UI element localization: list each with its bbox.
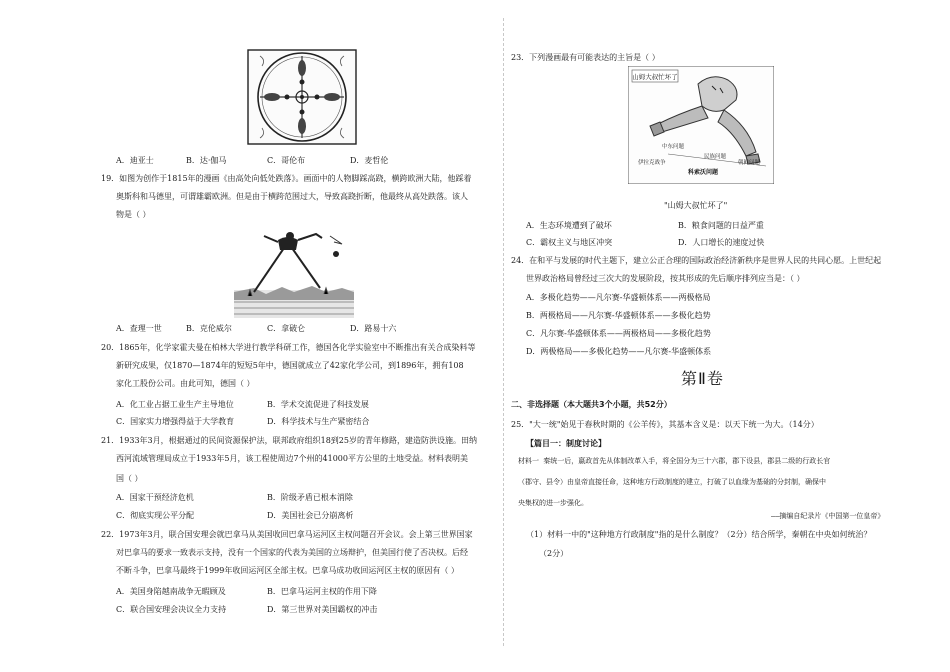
q20-option-b[interactable]: B．学术交流促进了科技发展: [267, 400, 369, 409]
q21-option-d[interactable]: D．美国社会已分崩离析: [267, 511, 354, 520]
q19-line-3: 物是（ ）: [116, 210, 151, 219]
q18-option-b[interactable]: B．达·伽马: [186, 156, 227, 165]
q19-line-1: 19．如图为创作于1815年的漫画《由高处向低处跌落》。画面中的人物脚踩高跷，横跨欧洲大陆，他踩着: [101, 174, 472, 183]
q21-line-2: 西河流域管理局成立于1933年5月，该工程使周边7个州的41000平方公里的土地受益。材料表明美: [116, 454, 468, 463]
q21-line-3: 国（ ）: [116, 474, 143, 483]
cartoon-label-kosovo: 科索沃问题: [688, 169, 719, 176]
q25-material-line-1: 材料一 秦统一后，嬴政首先从体制改革入手，将全国分为三十六郡，郡下设县，郡县二级的行政长官: [518, 457, 831, 465]
q22-option-d[interactable]: D．第三世界对美国霸权的冲击: [267, 605, 378, 614]
q19-option-b[interactable]: B．克伦威尔: [186, 324, 232, 333]
q20-option-a[interactable]: A．化工业占据工业生产主导地位: [116, 400, 234, 409]
q25-source: ——摘编自纪录片《中国第一位皇帝》: [771, 512, 885, 520]
q25-subq-line-1: （1）材料一中的"这种地方行政制度"指的是什么制度？（2分）结合所学，秦朝在中央如何统治？: [526, 530, 872, 539]
q18-compass-image: [246, 48, 358, 146]
q21-option-b[interactable]: B．阶级矛盾已根本消除: [267, 493, 353, 502]
q20-option-c[interactable]: C．国家实力增强得益于大学教育: [116, 417, 235, 426]
q24-option-a[interactable]: A．多极化趋势——凡尔赛-华盛顿体系——两极格局: [526, 293, 711, 302]
cartoon-label-ethnic-issue: 民族问题: [704, 154, 727, 160]
column-divider: [503, 18, 504, 646]
part-two-title: 第Ⅱ卷: [681, 369, 724, 388]
q22-option-c[interactable]: C．联合国安理会决议全力支持: [116, 605, 227, 614]
q25-material-line-2: （郡守、县令）由皇帝直接任命，这种地方行政制度的建立，打破了以血缘为基础的分封制，确保中: [518, 478, 826, 486]
q25-material-line-3: 央集权的进一步强化。: [518, 499, 588, 507]
q22-option-a[interactable]: A．美国身陷越南战争无暇顾及: [116, 587, 226, 596]
q19-option-d[interactable]: D．路易十六: [350, 324, 397, 333]
q21-option-c[interactable]: C．彻底实现公平分配: [116, 511, 195, 520]
q20-line-1: 20．1865年，化学家霍夫曼在柏林大学进行教学科研工作，德国各化学实验室中不断推出有关合成染料等: [101, 343, 476, 352]
q23-stem: 23．下列漫画最有可能表达的主旨是（ ）: [511, 53, 660, 62]
q23-option-b[interactable]: B．粮食问题的日益严重: [678, 221, 764, 230]
q20-line-2: 新研究成果，仅1870—1874年的短短5年中，德国就成立了42家化学公司，到1896年，拥有108: [116, 361, 464, 370]
q22-line-2: 对巴拿马的要求一致表示支持，没有一个国家的代表为美国的立场辩护，但美国行使了否决权。后经: [116, 548, 468, 557]
cartoon-label-iraq-war: 伊拉克战争: [638, 160, 666, 166]
q22-line-3: 不断斗争，巴拿马最终于1999年收回运河区全部主权。巴拿马成功收回运河区主权的原因有（ ）: [116, 566, 459, 575]
q18-option-d[interactable]: D．麦哲伦: [350, 156, 389, 165]
q23-caption: "山姆大叔忙坏了": [664, 201, 728, 210]
cartoon-label-middle-east: 中东问题: [662, 144, 685, 150]
q24-line-2: 世界政治格局曾经过三次大的发展阶段，按其形成的先后顺序排列应当是：（ ）: [526, 274, 805, 283]
q19-line-2: 奥斯科和马德里，可谓雄霸欧洲。但是由于横跨范围过大，导致高跷折断，他最终从高处跌落。该人: [116, 192, 468, 201]
q18-option-c[interactable]: C．哥伦布: [267, 156, 306, 165]
q23-option-d[interactable]: D．人口增长的速度过快: [678, 238, 765, 247]
q18-option-a[interactable]: A．迪亚士: [116, 156, 154, 165]
q24-line-1: 24．在和平与发展的时代主题下，建立公正合理的国际政治经济新秩序是世界人民的共同心愿。上世纪起: [511, 256, 882, 265]
q19-stilt-cartoon-image: [234, 230, 354, 318]
cartoon-heading: 山姆大叔忙坏了: [632, 73, 678, 81]
q19-option-a[interactable]: A．查理一世: [116, 324, 162, 333]
cartoon-label-korea-issue: 朝鲜问题: [738, 160, 761, 166]
q24-option-c[interactable]: C．凡尔赛-华盛顿体系——两极格局——多极化趋势: [526, 329, 711, 338]
q20-line-3: 家化工股份公司。由此可知，德国（ ）: [116, 379, 255, 388]
q21-option-a[interactable]: A．国家干预经济危机: [116, 493, 194, 502]
q19-option-c[interactable]: C．拿破仑: [267, 324, 306, 333]
q23-option-c[interactable]: C．霸权主义与地区冲突: [526, 238, 613, 247]
q24-option-d[interactable]: D．两极格局——多极化趋势——凡尔赛-华盛顿体系: [526, 347, 712, 356]
q23-option-a[interactable]: A．生态环境遭到了破坏: [526, 221, 612, 230]
section-two-heading: 二、非选择题（本大题共3个小题，共52分）: [511, 400, 672, 409]
q25-subq-line-2: （2分）: [539, 549, 569, 558]
q25-stem: 25．"大一统"始见于春秋时期的《公羊传》，其基本含义是：以天下统一为大。（14分）: [511, 420, 819, 429]
q21-line-1: 21．1933年3月，根据通过的民间资源保护法，联邦政府组织18到25岁的青年修路，建造防洪设施。田纳: [101, 436, 477, 445]
q24-option-b[interactable]: B．两极格局——凡尔赛-华盛顿体系——多极化趋势: [526, 311, 711, 320]
q22-line-1: 22．1973年3月，联合国安理会就巴拿马从美国收回巴拿马运河区主权问题召开会议。会上第三世界国家: [101, 530, 473, 539]
q23-uncle-sam-cartoon: [628, 66, 774, 184]
q20-option-d[interactable]: D．科学技术与生产紧密结合: [267, 417, 370, 426]
q25-topic: 【篇目一：制度讨论】: [526, 439, 606, 448]
q22-option-b[interactable]: B．巴拿马运河主权的作用下降: [267, 587, 377, 596]
